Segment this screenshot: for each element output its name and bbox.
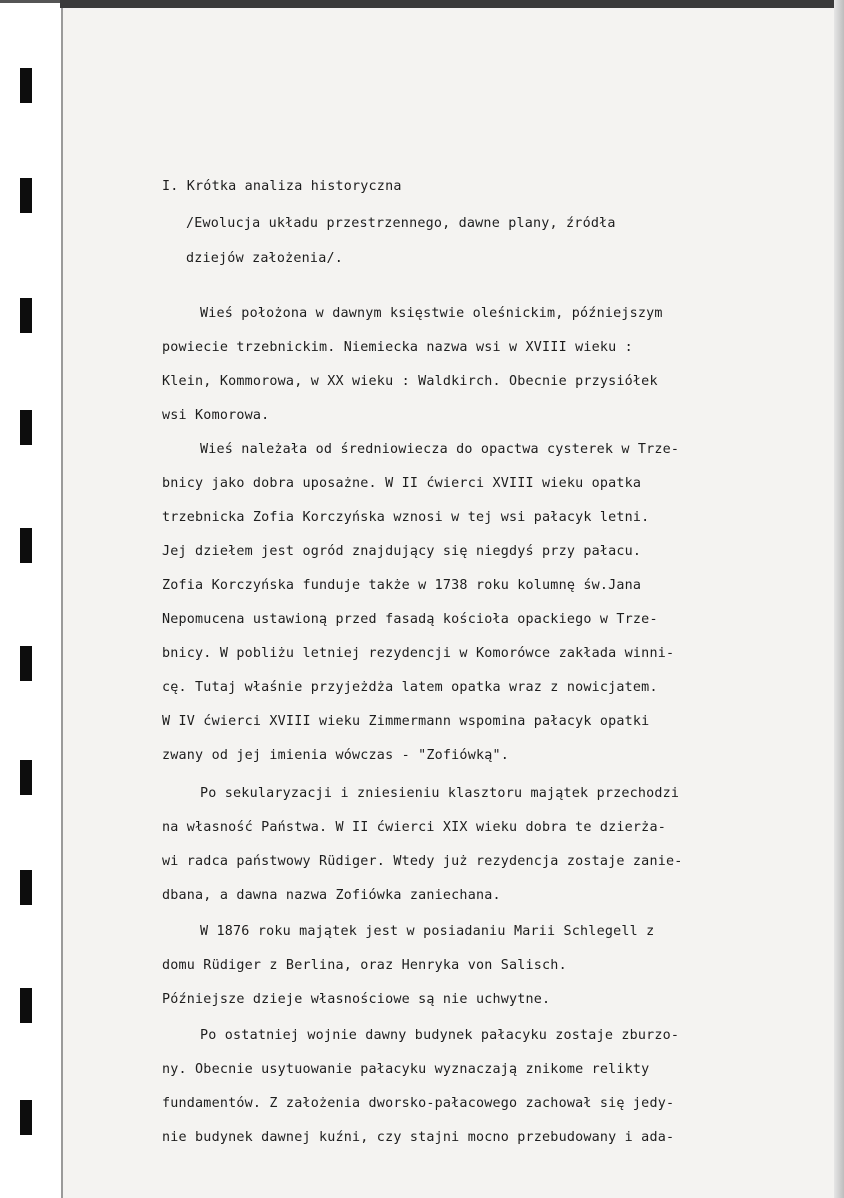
punch-hole — [20, 646, 32, 681]
body-line: fundamentów. Z założenia dworsko-pałacowego zachował się jedy- — [162, 1096, 675, 1111]
body-line: nie budynek dawnej kuźni, czy stajni mocno przebudowany i ada- — [162, 1130, 675, 1145]
punch-hole — [20, 870, 32, 905]
body-line: Wieś należała od średniowiecza do opactwa cysterek w Trze- — [200, 442, 680, 457]
punch-hole — [20, 988, 32, 1023]
body-line: Klein, Kommorowa, w XX wieku : Waldkirch. Obecnie przysiółek — [162, 374, 658, 389]
body-line: domu Rüdiger z Berlina, oraz Henryka von Salisch. — [162, 958, 567, 973]
punch-hole — [20, 1100, 32, 1135]
punch-hole — [20, 528, 32, 563]
punch-hole — [20, 298, 32, 333]
body-line: Zofia Korczyńska funduje także w 1738 roku kolumnę św.Jana — [162, 578, 642, 593]
heading-subtitle-line: /Ewolucja układu przestrzennego, dawne plany, źródła — [186, 216, 616, 231]
body-line: Po sekularyzacji i zniesieniu klasztoru majątek przechodzi — [200, 786, 680, 801]
heading-subtitle-line: dziejów założenia/. — [186, 251, 343, 266]
margin-rule — [61, 8, 63, 1198]
body-line: Nepomucena ustawioną przed fasadą kościoła opackiego w Trze- — [162, 612, 658, 627]
body-line: bnicy. W pobliżu letniej rezydencji w Komorówce zakłada winni- — [162, 646, 675, 661]
body-line: W 1876 roku majątek jest w posiadaniu Marii Schlegell z — [200, 924, 655, 939]
punch-hole — [20, 760, 32, 795]
body-line: ny. Obecnie usytuowanie pałacyku wyznaczają znikome relikty — [162, 1062, 650, 1077]
body-line: Późniejsze dzieje własnościowe są nie uchwytne. — [162, 992, 551, 1007]
body-line: powiecie trzebnickim. Niemiecka nazwa wsi w XVIII wieku : — [162, 340, 633, 355]
body-line: dbana, a dawna nazwa Zofiówka zaniechana. — [162, 888, 501, 903]
body-line: cę. Tutaj właśnie przyjeżdża latem opatka wraz z nowicjatem. — [162, 680, 658, 695]
body-line: Jej dziełem jest ogród znajdujący się niegdyś przy pałacu. — [162, 544, 642, 559]
top-edge-left — [0, 0, 60, 3]
body-line: na własność Państwa. W II ćwierci XIX wieku dobra te dzierża- — [162, 820, 666, 835]
body-line: Po ostatniej wojnie dawny budynek pałacyku zostaje zburzo- — [200, 1028, 680, 1043]
punch-hole — [20, 410, 32, 445]
body-line: W IV ćwierci XVIII wieku Zimmermann wspomina pałacyk opatki — [162, 714, 650, 729]
section-heading: I. Krótka analiza historyczna — [162, 179, 402, 194]
body-line: bnicy jako dobra uposażne. W II ćwierci XVIII wieku opatka — [162, 476, 642, 491]
body-line: Wieś położona w dawnym księstwie oleśnickim, późniejszym — [200, 306, 663, 321]
body-line: wi radca państwowy Rüdiger. Wtedy już rezydencja zostaje zanie- — [162, 854, 683, 869]
body-line: zwany od jej imienia wówczas - "Zofiówką". — [162, 748, 509, 763]
body-line: wsi Komorowa. — [162, 408, 270, 423]
right-edge — [834, 0, 844, 1198]
punch-hole — [20, 178, 32, 213]
body-line: trzebnicka Zofia Korczyńska wznosi w tej wsi pałacyk letni. — [162, 510, 650, 525]
punch-hole — [20, 68, 32, 103]
top-edge — [60, 0, 844, 8]
